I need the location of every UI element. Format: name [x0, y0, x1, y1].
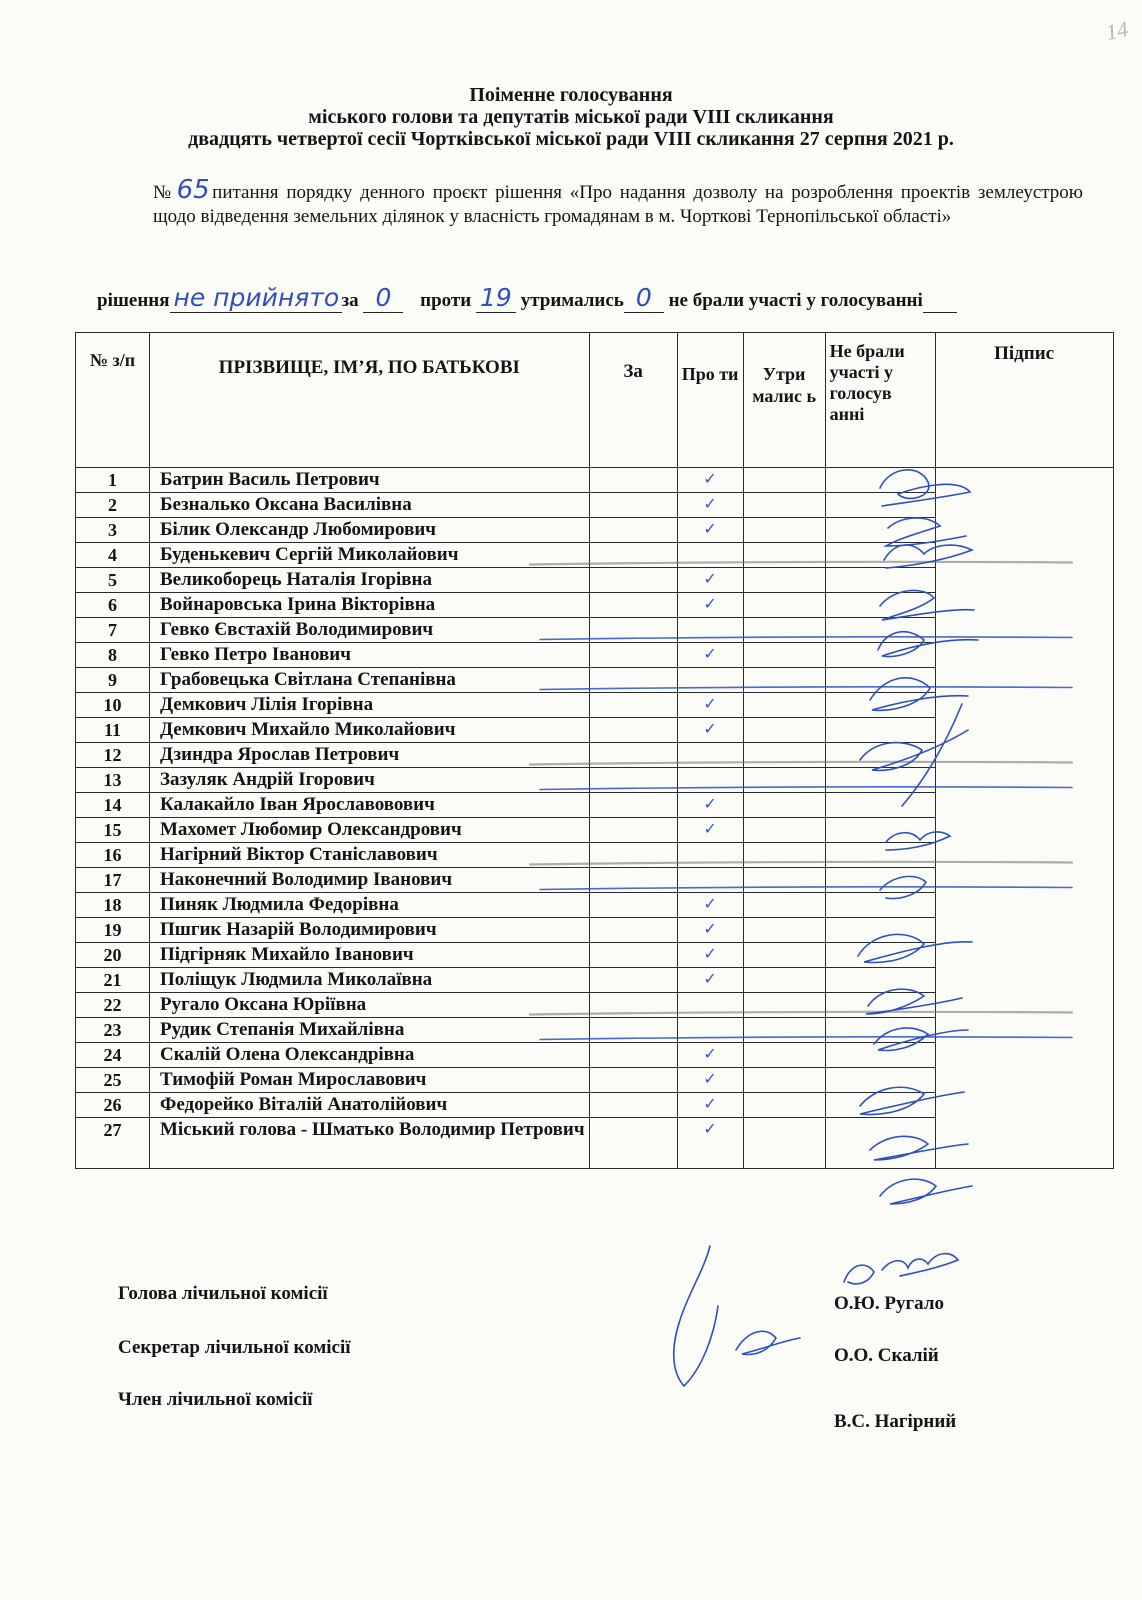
member-name: Демкович Лілія Ігорівна — [150, 693, 590, 718]
signature-column — [935, 468, 1113, 1169]
for-count: 0 — [375, 283, 392, 312]
vote-for-cell — [589, 768, 677, 793]
header-against: Про ти — [677, 333, 743, 468]
row-number: 26 — [76, 1093, 150, 1118]
decision-label: рішення — [97, 290, 170, 311]
vote-for-cell — [589, 793, 677, 818]
vote-not-voted-cell — [825, 768, 935, 793]
vote-for-cell — [589, 993, 677, 1018]
vote-against-cell — [677, 1018, 743, 1043]
vote-against-cell: ✓ — [677, 468, 743, 493]
vote-not-voted-cell — [825, 518, 935, 543]
vote-abstained-cell — [743, 918, 825, 943]
row-number: 17 — [76, 868, 150, 893]
vote-not-voted-cell — [825, 668, 935, 693]
vote-against-cell: ✓ — [677, 1068, 743, 1093]
vote-against-cell — [677, 993, 743, 1018]
vote-not-voted-cell — [825, 543, 935, 568]
vote-abstained-cell — [743, 468, 825, 493]
member-name: Міський голова - Шматько Володимир Петрович — [150, 1118, 590, 1169]
vote-against-cell: ✓ — [677, 718, 743, 743]
not-voted-label: не брали участі у голосуванні — [668, 290, 923, 311]
row-number: 13 — [76, 768, 150, 793]
vote-abstained-cell — [743, 743, 825, 768]
vote-for-cell — [589, 843, 677, 868]
vote-not-voted-cell — [825, 918, 935, 943]
member-name: Пшгик Назарій Володимирович — [150, 918, 590, 943]
vote-against-cell: ✓ — [677, 593, 743, 618]
question-prefix: № — [153, 182, 175, 203]
vote-not-voted-cell — [825, 843, 935, 868]
row-number: 16 — [76, 843, 150, 868]
row-number: 11 — [76, 718, 150, 743]
vote-against-cell — [677, 768, 743, 793]
row-number: 5 — [76, 568, 150, 593]
member-name: Скалій Олена Олександрівна — [150, 1043, 590, 1068]
member-name: Батрин Василь Петрович — [150, 468, 590, 493]
vote-against-cell: ✓ — [677, 693, 743, 718]
row-number: 21 — [76, 968, 150, 993]
secretary-name: О.О. Скалій — [834, 1345, 939, 1366]
vote-abstained-cell — [743, 968, 825, 993]
question-text: питання порядку денного проєкт рішення «Про надання дозволу на розроблення проектів землеустрою щодо відведення земельних ділянок у власність громадянам в м. Чорткові Тернопільської області» — [153, 182, 1083, 227]
vote-not-voted-cell — [825, 943, 935, 968]
vote-not-voted-cell — [825, 743, 935, 768]
header-signature: Підпис — [935, 333, 1113, 468]
vote-abstained-cell — [743, 1068, 825, 1093]
vote-abstained-cell — [743, 943, 825, 968]
member-name: Буденькевич Сергій Миколайович — [150, 543, 590, 568]
vote-for-cell — [589, 718, 677, 743]
header-line-1: Поіменне голосування — [469, 84, 673, 106]
member-name: Дзиндра Ярослав Петрович — [150, 743, 590, 768]
vote-not-voted-cell — [825, 493, 935, 518]
member-name: Зазуляк Андрій Ігорович — [150, 768, 590, 793]
vote-abstained-cell — [743, 1118, 825, 1169]
row-number: 3 — [76, 518, 150, 543]
member-name: Рудик Степанія Михайлівна — [150, 1018, 590, 1043]
row-number: 24 — [76, 1043, 150, 1068]
vote-for-cell — [589, 593, 677, 618]
vote-for-cell — [589, 868, 677, 893]
vote-against-cell: ✓ — [677, 643, 743, 668]
vote-not-voted-cell — [825, 618, 935, 643]
vote-not-voted-cell — [825, 868, 935, 893]
roll-call-rows — [76, 468, 1114, 1169]
header-number: № з/п — [76, 333, 150, 468]
row-number: 19 — [76, 918, 150, 943]
row-number: 9 — [76, 668, 150, 693]
vote-not-voted-cell — [825, 893, 935, 918]
vote-for-cell — [589, 568, 677, 593]
vote-against-cell — [677, 668, 743, 693]
row-number: 4 — [76, 543, 150, 568]
member-name: Федорейко Віталій Анатолійович — [150, 1093, 590, 1118]
vote-against-cell — [677, 543, 743, 568]
page-number: 14 — [1103, 15, 1131, 46]
vote-abstained-cell — [743, 1018, 825, 1043]
vote-not-voted-cell — [825, 593, 935, 618]
vote-against-cell: ✓ — [677, 943, 743, 968]
vote-not-voted-cell — [825, 1018, 935, 1043]
vote-against-cell: ✓ — [677, 568, 743, 593]
vote-for-cell — [589, 968, 677, 993]
vote-for-cell — [589, 818, 677, 843]
for-label: за — [341, 290, 359, 311]
vote-against-cell: ✓ — [677, 918, 743, 943]
row-number: 10 — [76, 693, 150, 718]
row-number: 25 — [76, 1068, 150, 1093]
vote-abstained-cell — [743, 668, 825, 693]
agenda-question — [153, 175, 1083, 229]
against-label: проти — [420, 290, 472, 311]
member-name: Гевко Петро Іванович — [150, 643, 590, 668]
member-role: Член лічильної комісії — [118, 1389, 313, 1410]
header-not-voted: Не брали участі у голосув анні — [825, 333, 935, 468]
vote-abstained-cell — [743, 543, 825, 568]
member-name: Безналько Оксана Василівна — [150, 493, 590, 518]
row-number: 2 — [76, 493, 150, 518]
vote-against-cell: ✓ — [677, 893, 743, 918]
secretary-role: Секретар лічильної комісії — [118, 1337, 351, 1358]
vote-for-cell — [589, 643, 677, 668]
row-number: 15 — [76, 818, 150, 843]
vote-against-cell: ✓ — [677, 493, 743, 518]
vote-abstained-cell — [743, 993, 825, 1018]
vote-against-cell: ✓ — [677, 1093, 743, 1118]
vote-against-cell: ✓ — [677, 818, 743, 843]
vote-for-cell — [589, 493, 677, 518]
chair-role: Голова лічильної комісії — [118, 1283, 328, 1304]
vote-for-cell — [589, 743, 677, 768]
vote-not-voted-cell — [825, 818, 935, 843]
vote-against-cell: ✓ — [677, 1118, 743, 1169]
vote-for-cell — [589, 1068, 677, 1093]
vote-not-voted-cell — [825, 793, 935, 818]
header-for: За — [589, 333, 677, 468]
not-voted-blank — [923, 290, 957, 313]
vote-abstained-cell — [743, 493, 825, 518]
header-line-3: двадцять четвертої сесії Чортківської міської ради VIII скликання 27 серпня 2021 р. — [188, 128, 954, 150]
decision-summary — [97, 283, 1097, 313]
member-name: Ругало Оксана Юріївна — [150, 993, 590, 1018]
header-line-2: міського голови та депутатів міської ради VIII скликання — [308, 106, 834, 128]
against-count: 19 — [480, 283, 512, 312]
vote-for-cell — [589, 1043, 677, 1068]
vote-for-cell — [589, 918, 677, 943]
vote-abstained-cell — [743, 843, 825, 868]
member-name: Войнаровська Ірина Вікторівна — [150, 593, 590, 618]
vote-against-cell — [677, 843, 743, 868]
header-name: ПРІЗВИЩЕ, ІМ’Я, ПО БАТЬКОВІ — [150, 333, 590, 468]
member-name: Махомет Любомир Олександрович — [150, 818, 590, 843]
vote-abstained-cell — [743, 1043, 825, 1068]
vote-for-cell — [589, 518, 677, 543]
vote-not-voted-cell — [825, 1118, 935, 1169]
vote-abstained-cell — [743, 568, 825, 593]
member-name: Демкович Михайло Миколайович — [150, 718, 590, 743]
vote-for-cell — [589, 1093, 677, 1118]
vote-for-cell — [589, 668, 677, 693]
row-number: 23 — [76, 1018, 150, 1043]
vote-not-voted-cell — [825, 568, 935, 593]
vote-abstained-cell — [743, 618, 825, 643]
vote-not-voted-cell — [825, 1068, 935, 1093]
member-name: Великоборець Наталія Ігорівна — [150, 568, 590, 593]
vote-against-cell: ✓ — [677, 793, 743, 818]
vote-abstained-cell — [743, 868, 825, 893]
vote-against-cell — [677, 618, 743, 643]
member-name: Тимофій Роман Мирославович — [150, 1068, 590, 1093]
row-number: 20 — [76, 943, 150, 968]
vote-not-voted-cell — [825, 1043, 935, 1068]
vote-against-cell — [677, 743, 743, 768]
member-name: Наконечний Володимир Іванович — [150, 868, 590, 893]
vote-abstained-cell — [743, 1093, 825, 1118]
vote-abstained-cell — [743, 643, 825, 668]
member-name: В.С. Нагірний — [834, 1411, 957, 1432]
row-number: 14 — [76, 793, 150, 818]
vote-for-cell — [589, 893, 677, 918]
vote-against-cell: ✓ — [677, 1043, 743, 1068]
member-name: Білик Олександр Любомирович — [150, 518, 590, 543]
row-number: 7 — [76, 618, 150, 643]
vote-against-cell — [677, 868, 743, 893]
member-name: Калакайло Іван Ярославовович — [150, 793, 590, 818]
row-number: 8 — [76, 643, 150, 668]
chair-name: О.Ю. Ругало — [834, 1293, 944, 1314]
vote-not-voted-cell — [825, 1093, 935, 1118]
vote-for-cell — [589, 468, 677, 493]
vote-for-cell — [589, 1018, 677, 1043]
abstained-count: 0 — [635, 283, 652, 312]
member-name: Поліщук Людмила Миколаївна — [150, 968, 590, 993]
decision-value: не прийнято — [173, 283, 340, 312]
vote-for-cell — [589, 618, 677, 643]
member-name: Пиняк Людмила Федорівна — [150, 893, 590, 918]
vote-against-cell: ✓ — [677, 968, 743, 993]
row-number: 18 — [76, 893, 150, 918]
vote-not-voted-cell — [825, 718, 935, 743]
row-number: 27 — [76, 1118, 150, 1169]
vote-abstained-cell — [743, 768, 825, 793]
vote-for-cell — [589, 1118, 677, 1169]
roll-call-table — [75, 332, 1114, 1169]
row-number: 22 — [76, 993, 150, 1018]
vote-abstained-cell — [743, 818, 825, 843]
vote-abstained-cell — [743, 718, 825, 743]
question-number-handwritten: 65 — [176, 175, 210, 205]
vote-not-voted-cell — [825, 693, 935, 718]
row-number: 6 — [76, 593, 150, 618]
member-name: Грабовецька Світлана Степанівна — [150, 668, 590, 693]
vote-abstained-cell — [743, 593, 825, 618]
table-row — [76, 468, 1114, 493]
member-name: Нагірний Віктор Станіславович — [150, 843, 590, 868]
vote-abstained-cell — [743, 518, 825, 543]
vote-abstained-cell — [743, 793, 825, 818]
document-header — [0, 84, 1142, 150]
vote-against-cell: ✓ — [677, 518, 743, 543]
vote-abstained-cell — [743, 893, 825, 918]
vote-for-cell — [589, 943, 677, 968]
vote-for-cell — [589, 693, 677, 718]
abstained-label: утримались — [520, 290, 624, 311]
vote-abstained-cell — [743, 693, 825, 718]
row-number: 12 — [76, 743, 150, 768]
vote-not-voted-cell — [825, 993, 935, 1018]
vote-not-voted-cell — [825, 468, 935, 493]
member-name: Підгірняк Михайло Іванович — [150, 943, 590, 968]
vote-not-voted-cell — [825, 968, 935, 993]
member-name: Гевко Євстахій Володимирович — [150, 618, 590, 643]
vote-for-cell — [589, 543, 677, 568]
row-number: 1 — [76, 468, 150, 493]
vote-not-voted-cell — [825, 643, 935, 668]
header-abstained: Утри малис ь — [743, 333, 825, 468]
